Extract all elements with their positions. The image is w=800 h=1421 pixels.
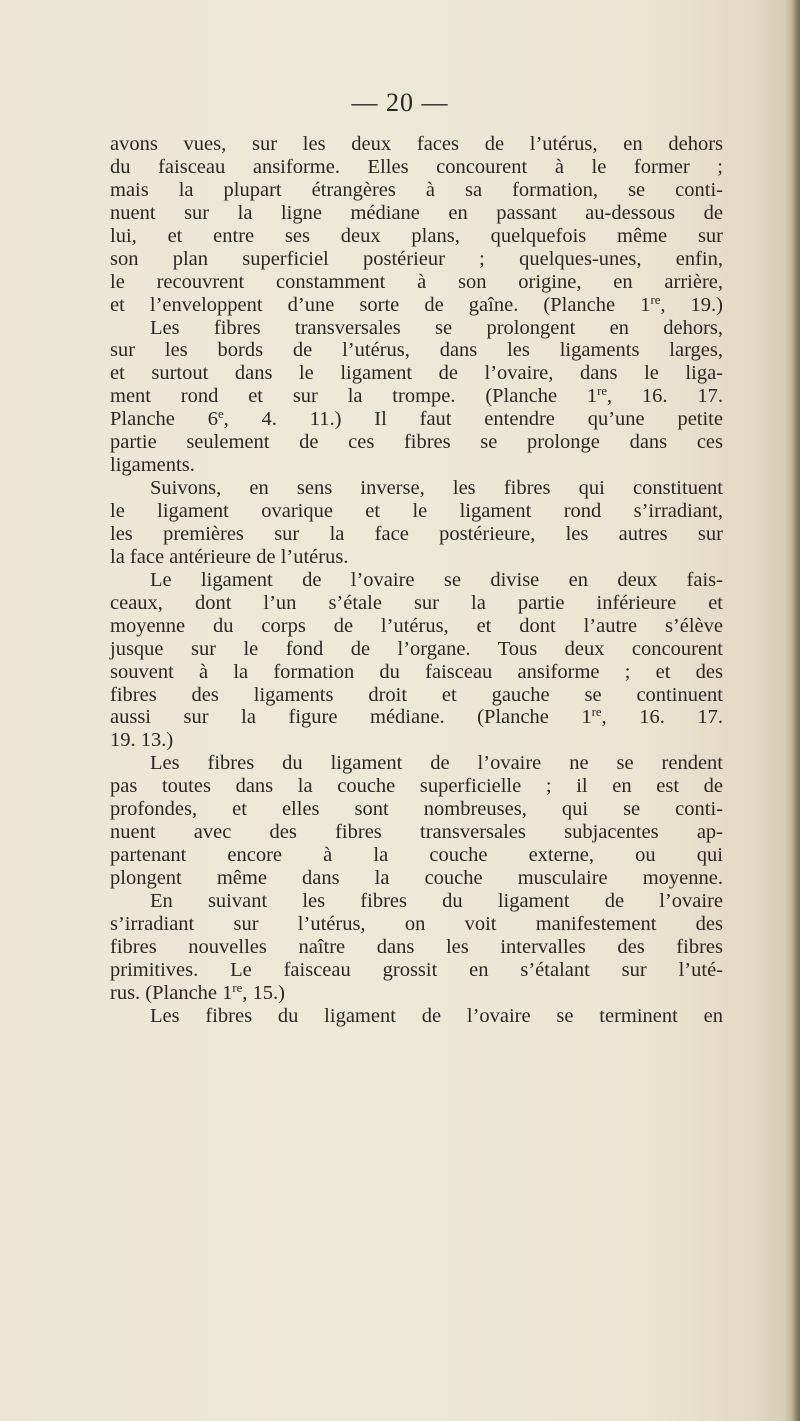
text-line: partenant encore à la couche externe, ou qui [110, 844, 723, 867]
text-line: fibres nouvelles naître dans les intervalles des fibres [110, 935, 723, 958]
text-line: sur les bords de l’utérus, dans les ligaments larges, [110, 339, 723, 362]
text-line: plongent même dans la couche musculaire moyenne. [110, 867, 723, 889]
text-line: le ligament ovarique et le ligament rond s’irradiant, [110, 500, 723, 522]
text-line: partie seulement de ces fibres se prolonge dans ces [110, 431, 723, 454]
text-line: jusque sur le fond de l’organe. Tous deux concourent [110, 637, 723, 660]
text-line: rus. (Planche 1re, 15.) [110, 980, 285, 1004]
text-line: la face antérieure de l’utérus. [110, 545, 349, 568]
page-edge-shadow [786, 0, 800, 1421]
text-line: avons vues, sur les deux faces de l’utérus, en dehors [110, 133, 723, 155]
page-number: — 20 — [351, 88, 449, 117]
text-line: profondes, et elles sont nombreuses, qui se conti- [110, 798, 723, 821]
text-line: lui, et entre ses deux plans, quelquefois même sur [110, 224, 723, 247]
text-line: Les fibres du ligament de l’ovaire se terminent en [150, 1004, 723, 1027]
text-line: Le ligament de l’ovaire se divise en deux fais- [150, 568, 723, 591]
text-line: Les fibres transversales se prolongent en dehors, [150, 316, 723, 339]
text-line: souvent à la formation du faisceau ansiforme ; et des [110, 660, 723, 683]
body-text [110, 133, 723, 1028]
text-line: primitives. Le faisceau grossit en s’étalant sur l’uté- [110, 958, 723, 981]
text-line: son plan superficiel postérieur ; quelques-unes, enfin, [110, 247, 723, 270]
text-line: et l’enveloppent d’une sorte de gaîne. (Planche 1re, 19.) [110, 292, 724, 316]
text-line: les premières sur la face postérieure, les autres sur [110, 522, 723, 545]
text-line: ment rond et sur la trompe. (Planche 1re, 16. 17. [110, 384, 723, 408]
text-line: mais la plupart étrangères à sa formation, se conti- [110, 178, 723, 201]
text-line: fibres des ligaments droit et gauche se continuent [110, 683, 723, 706]
text-line: 19. 13.) [110, 729, 174, 752]
text-line: moyenne du corps de l’utérus, et dont l’autre s’élève [110, 614, 723, 637]
text-line: Les fibres du ligament de l’ovaire ne se rendent [150, 752, 723, 775]
text-line: et surtout dans le ligament de l’ovaire, dans le liga- [110, 362, 723, 385]
text-line: aussi sur la figure médiane. (Planche 1re, 16. 17. [110, 705, 723, 729]
text-line: Suivons, en sens inverse, les fibres qui constituent [150, 477, 723, 500]
text-line: ceaux, dont l’un s’étale sur la partie inférieure et [110, 591, 723, 614]
text-line: En suivant les fibres du ligament de l’ovaire [150, 889, 723, 912]
text-line: nuent sur la ligne médiane en passant au-dessous de [110, 201, 723, 224]
text-line: du faisceau ansiforme. Elles concourent à le former ; [110, 155, 723, 178]
text-line: le recouvrent constamment à son origine, en arrière, [110, 270, 723, 293]
text-line: ligaments. [110, 454, 195, 477]
text-line: s’irradiant sur l’utérus, on voit manifestement des [110, 912, 723, 935]
text-line: pas toutes dans la couche superficielle ; il en est de [110, 775, 723, 798]
text-line: Planche 6e, 4. 11.) Il faut entendre qu’une petite [110, 407, 723, 431]
text-line: nuent avec des fibres transversales subjacentes ap- [110, 821, 723, 844]
